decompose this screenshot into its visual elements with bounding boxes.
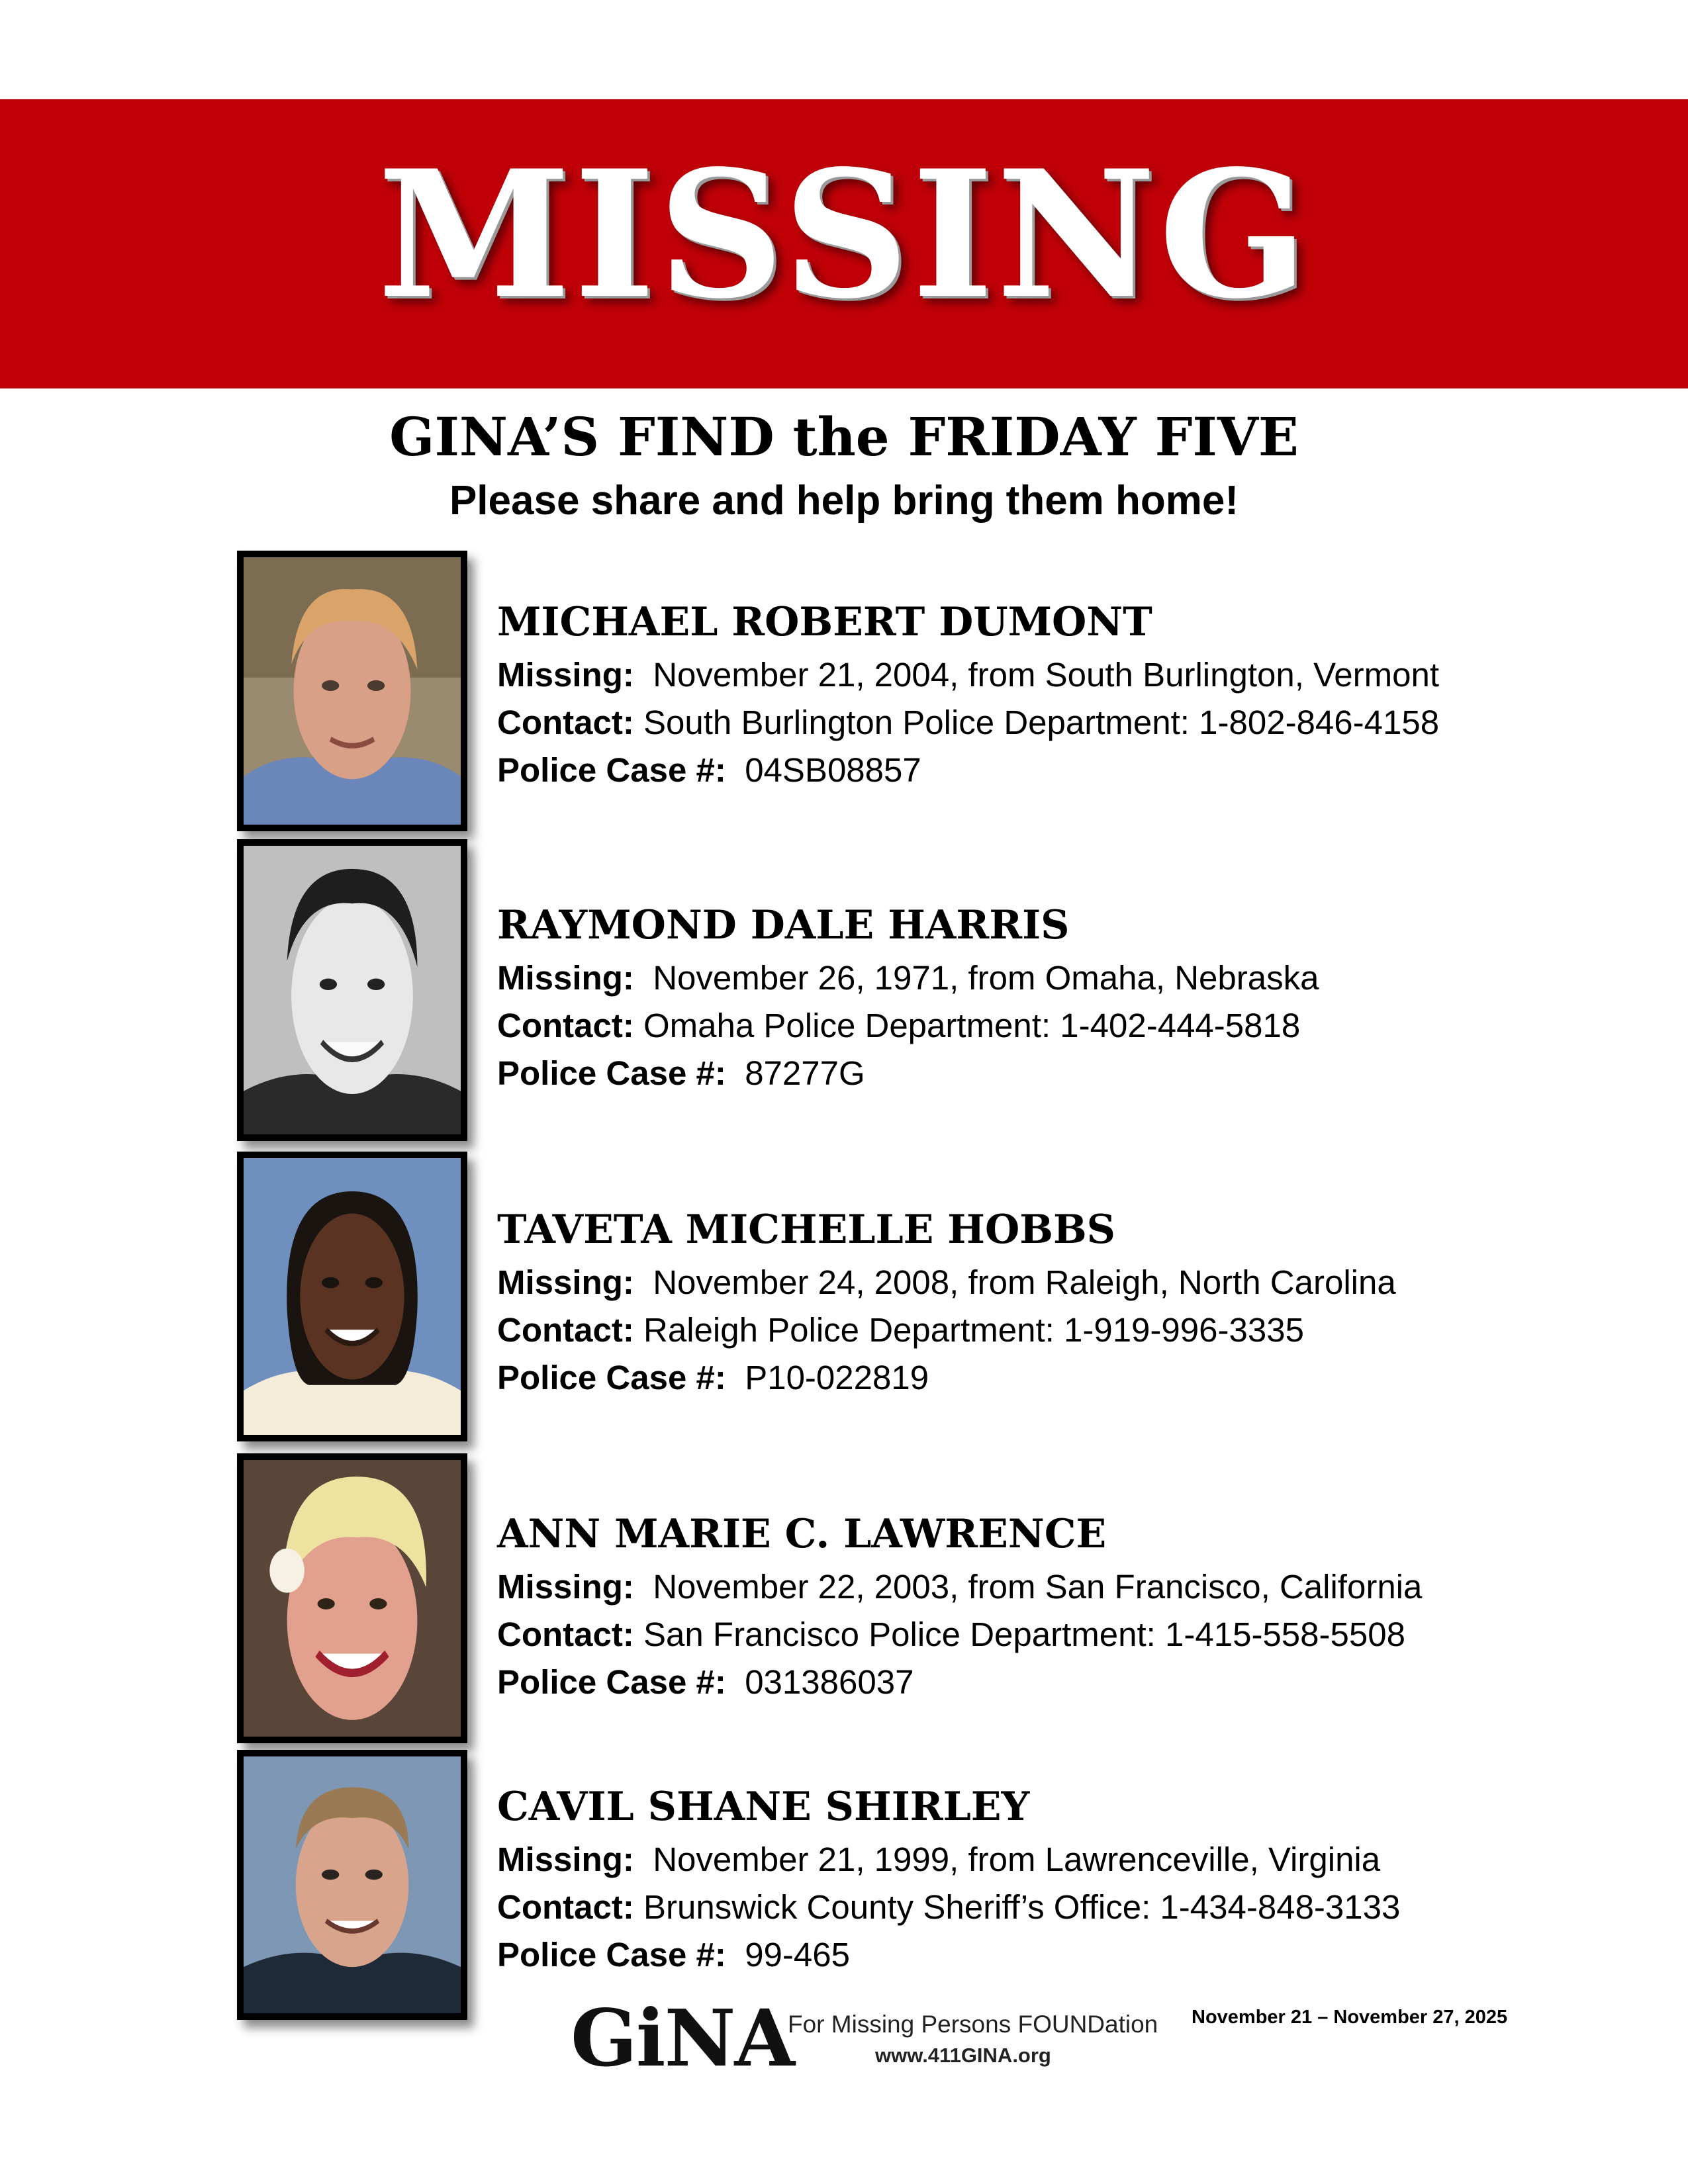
contact-value: Raleigh Police Department: 1-919-996-3335 xyxy=(643,1311,1304,1349)
missing-label: Missing: xyxy=(497,1263,634,1301)
contact-label: Contact: xyxy=(497,1615,634,1653)
missing-label: Missing: xyxy=(497,1841,634,1878)
case-value: 99-465 xyxy=(745,1936,850,1974)
case-value: 031386037 xyxy=(745,1663,914,1701)
case-label: Police Case #: xyxy=(497,1359,726,1396)
missing-line xyxy=(497,1259,1662,1306)
logo-tagline: For Missing Persons FOUNDation xyxy=(788,2011,1158,2038)
photo-michael-dumont xyxy=(237,551,467,831)
missing-line xyxy=(497,1563,1662,1611)
poster-subtitle: GINA’S FIND the FRIDAY FIVE xyxy=(389,406,1299,468)
case-label: Police Case #: xyxy=(497,1936,726,1974)
contact-line xyxy=(497,1884,1662,1931)
case-line xyxy=(497,1050,1662,1097)
missing-value: November 21, 1999, from Lawrenceville, Virginia xyxy=(653,1841,1381,1878)
poster-tagline: Please share and help bring them home! xyxy=(449,478,1239,523)
logo-mark: GiNA xyxy=(571,1992,794,2084)
person-name: MICHAEL ROBERT DUMONT xyxy=(497,599,1152,645)
contact-label: Contact: xyxy=(497,1007,634,1044)
case-value: P10-022819 xyxy=(745,1359,929,1396)
person-name: ANN MARIE C. LAWRENCE xyxy=(497,1511,1107,1557)
photo-raymond-harris xyxy=(237,839,467,1141)
missing-value: November 21, 2004, from South Burlington, Vermont xyxy=(653,656,1440,694)
missing-line xyxy=(497,954,1662,1002)
missing-label: Missing: xyxy=(497,959,634,997)
case-label: Police Case #: xyxy=(497,751,726,789)
contact-line xyxy=(497,1611,1662,1659)
case-line xyxy=(497,747,1662,794)
photo-cavil-shirley xyxy=(237,1750,467,2020)
contact-label: Contact: xyxy=(497,1311,634,1349)
case-label: Police Case #: xyxy=(497,1054,726,1092)
contact-label: Contact: xyxy=(497,1888,634,1926)
missing-value: November 26, 1971, from Omaha, Nebraska xyxy=(653,959,1319,997)
contact-value: Omaha Police Department: 1-402-444-5818 xyxy=(643,1007,1301,1044)
missing-line xyxy=(497,651,1662,699)
person-name: RAYMOND DALE HARRIS xyxy=(497,902,1070,948)
missing-label: Missing: xyxy=(497,1568,634,1606)
date-range: November 21 – November 27, 2025 xyxy=(1192,2007,1508,2028)
logo-url: www.411GINA.org xyxy=(875,2044,1051,2067)
person-name: TAVETA MICHELLE HOBBS xyxy=(497,1206,1116,1253)
case-value: 04SB08857 xyxy=(745,751,921,789)
missing-label: Missing: xyxy=(497,656,634,694)
banner-title: MISSING xyxy=(377,132,1311,338)
contact-label: Contact: xyxy=(497,704,634,741)
case-line xyxy=(497,1931,1662,1979)
case-value: 87277G xyxy=(745,1054,865,1092)
photo-ann-lawrence xyxy=(237,1453,467,1743)
case-line xyxy=(497,1354,1662,1402)
contact-value: Brunswick County Sheriff’s Office: 1-434-848-3133 xyxy=(643,1888,1401,1926)
missing-line xyxy=(497,1836,1662,1884)
gina-logo xyxy=(571,1992,1158,2085)
case-label: Police Case #: xyxy=(497,1663,726,1701)
person-name: CAVIL SHANE SHIRLEY xyxy=(497,1784,1030,1830)
contact-value: South Burlington Police Department: 1-802-846-4158 xyxy=(643,704,1440,741)
contact-line xyxy=(497,1002,1662,1050)
missing-value: November 22, 2003, from San Francisco, California xyxy=(653,1568,1423,1606)
contact-value: San Francisco Police Department: 1-415-558-5508 xyxy=(643,1615,1405,1653)
case-line xyxy=(497,1659,1662,1706)
contact-line xyxy=(497,699,1662,747)
photo-taveta-hobbs xyxy=(237,1152,467,1441)
missing-value: November 24, 2008, from Raleigh, North Carolina xyxy=(653,1263,1396,1301)
contact-line xyxy=(497,1306,1662,1354)
